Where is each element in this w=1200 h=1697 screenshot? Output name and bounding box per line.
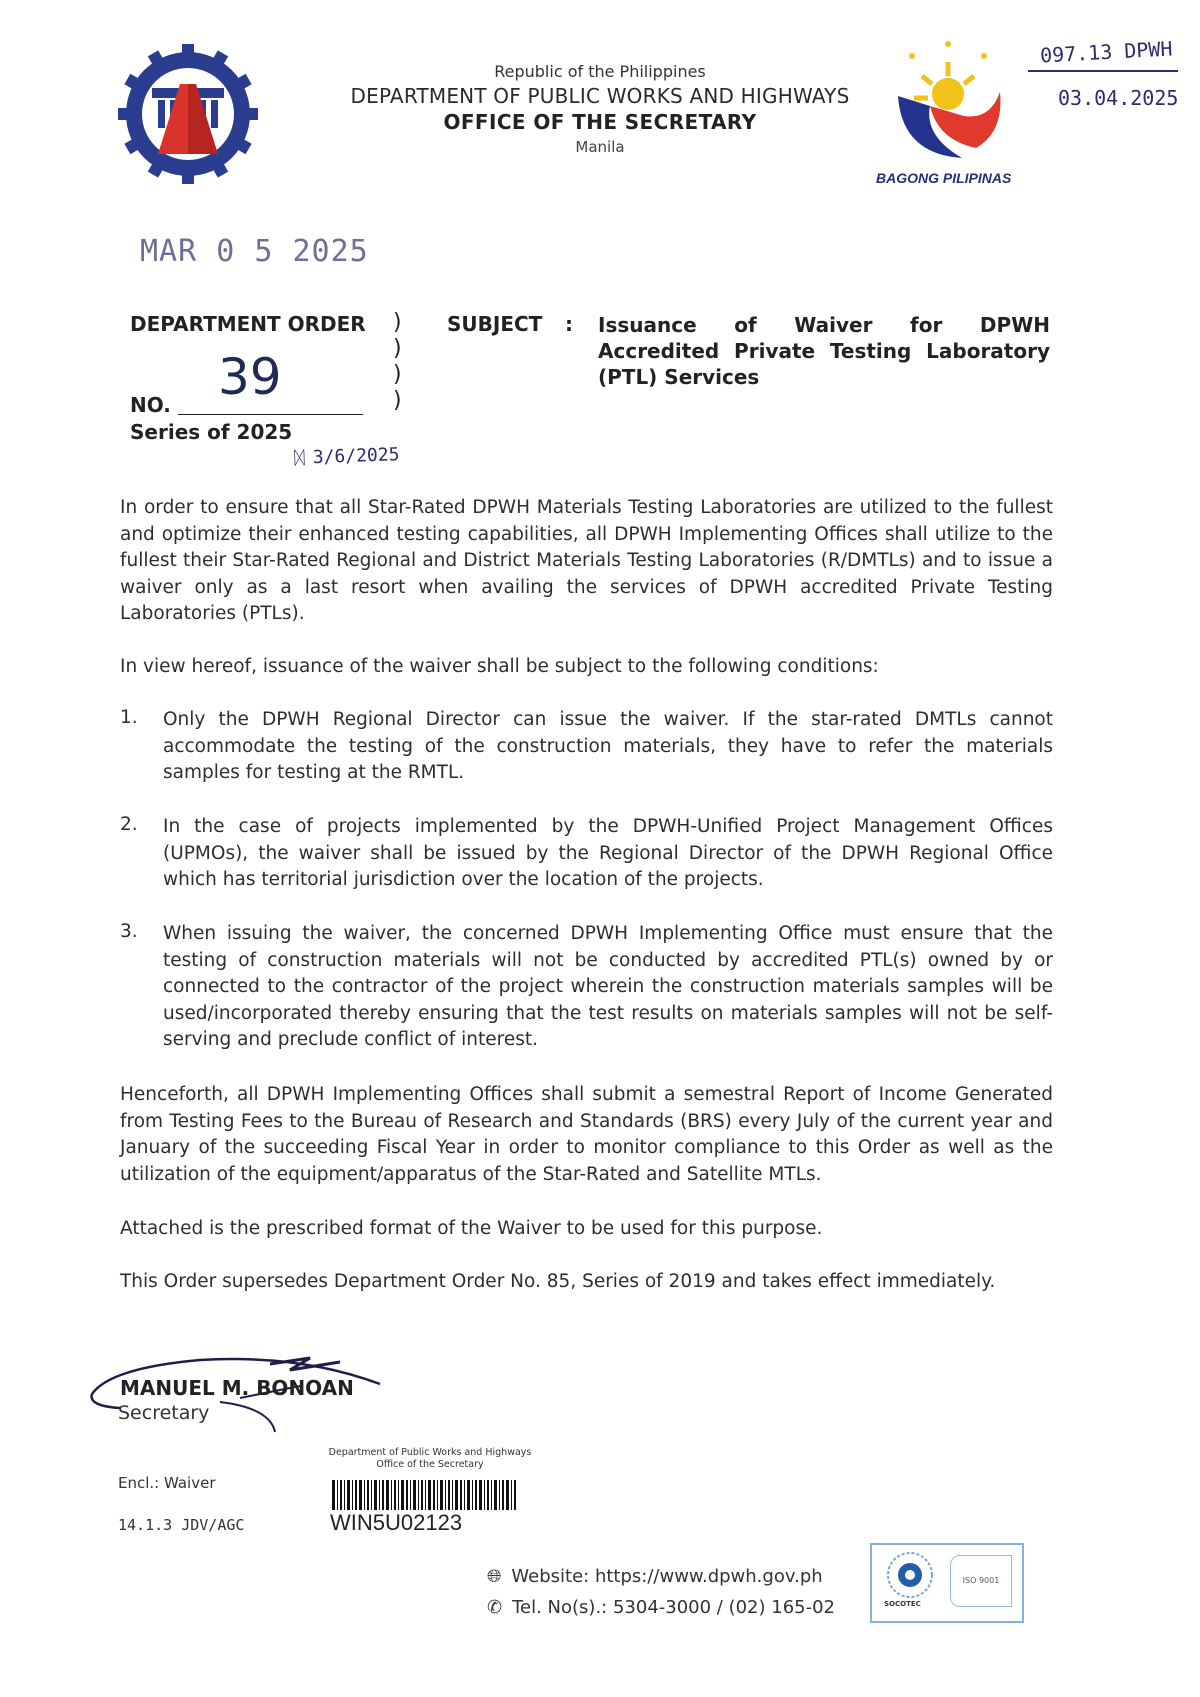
file-code: 14.1.3 JDV/AGC <box>118 1516 245 1534</box>
signatory-name: MANUEL M. BONOAN <box>120 1376 354 1400</box>
initials-mark: ᛞ <box>293 447 306 469</box>
received-date-stamp: MAR 0 5 2025 <box>140 234 369 269</box>
paren-4: ) <box>393 388 402 413</box>
condition-2-text: In the case of projects implemented by the DPWH-Unified Project Management Offices (UPMOs), the waiver shall be issued by the Regional Director of the DPWH Regional Office which has territorial jurisdiction over the location of the projects. <box>163 816 1053 890</box>
subject-label: SUBJECT <box>447 312 543 336</box>
condition-1-text: Only the DPWH Regional Director can issue the waiver. If the star-rated DMTLs cannot accommodate the testing of the construction materials, they have to refer the materials samples for testing at the RMTL. <box>163 709 1053 783</box>
henceforth-paragraph: Henceforth, all DPWH Implementing Offices shall submit a semestral Report of Income Generated from Testing Fees to the Bureau of Research and Standards (BRS) every July of the current year and January of the succeeding Fiscal Year in order to monitor compliance to this Order as well as the utilization of the equipment/apparatus of the Star-Rated and Satellite MTLs. <box>120 1084 1053 1185</box>
office-name: OFFICE OF THE SECRETARY <box>443 110 757 134</box>
iso-certification-badge <box>870 1543 1024 1623</box>
republic-label: Republic of the Philippines <box>494 62 706 81</box>
subject-colon: : <box>565 312 573 336</box>
condition-3-text: When issuing the waiver, the concerned DPWH Implementing Office must ensure that the testing of construction materials will not be conducted by accredited PTL(s) owned by or connected to the contractor of the project wherein the construction materials samples will be used/incorporated thereby ensuring that the test results on materials samples will not be self-serving and preclude conflict of interest. <box>163 923 1053 1050</box>
footer-telephone <box>487 1597 835 1618</box>
paren-1: ) <box>393 310 402 335</box>
order-number-label: NO. <box>130 393 171 417</box>
barcode-org-line2: Office of the Secretary <box>376 1459 484 1470</box>
handwritten-date <box>294 444 400 469</box>
paren-2: ) <box>393 336 402 361</box>
handwritten-reference: 097.13 DPWH <box>1039 36 1173 68</box>
department-name: DEPARTMENT OF PUBLIC WORKS AND HIGHWAYS <box>350 84 850 108</box>
reference-divider <box>1028 70 1178 72</box>
iso-cert-label: ISO 9001 <box>962 1576 1000 1585</box>
subject-text: Issuance of Waiver for DPWH Accredited Private Testing Laboratory (PTL) Services <box>598 313 1050 389</box>
bagong-pilipinas-label: BAGONG PILIPINAS <box>876 170 1012 186</box>
order-number-underline <box>178 414 363 415</box>
order-series: Series of 2025 <box>130 420 293 444</box>
signatory-title: Secretary <box>118 1402 210 1424</box>
telephone-text: Tel. No(s).: 5304-3000 / (02) 165-02 <box>512 1597 836 1618</box>
enclosure-note: Encl.: Waiver <box>118 1474 216 1492</box>
socotec-logo-icon <box>886 1551 934 1599</box>
condition-1-number: 1. <box>120 707 138 728</box>
city-label: Manila <box>575 138 625 156</box>
iso-cert-mark <box>950 1555 1012 1607</box>
certifier-name: SOCOTEC <box>884 1600 921 1608</box>
department-order-label: DEPARTMENT ORDER <box>130 312 366 336</box>
paren-3: ) <box>393 362 402 387</box>
globe-icon: 🌐︎ <box>487 1566 502 1587</box>
phone-icon: ✆ <box>487 1597 503 1618</box>
barcode-org-line1: Department of Public Works and Highways <box>328 1447 532 1458</box>
conditions-intro: In view hereof, issuance of the waiver shall be subject to the following conditions: <box>120 656 879 677</box>
handwritten-reference-date: 03.04.2025 <box>1058 86 1179 110</box>
supersedes-paragraph: This Order supersedes Department Order No. 85, Series of 2019 and takes effect immediately. <box>120 1271 996 1292</box>
handwritten-date-text: 3/6/2025 <box>312 444 400 469</box>
intro-paragraph: In order to ensure that all Star-Rated DPWH Materials Testing Laboratories are utilized to the fullest and optimize their enhanced testing capabilities, all DPWH Implementing Offices shall utilize to the fullest their Star-Rated Regional and District Materials Testing Laboratories (R/DMTLs) and to issue a waiver only as a last resort when availing the services of DPWH accredited Private Testing Laboratories (PTLs). <box>120 497 1053 624</box>
order-number: 39 <box>218 348 282 406</box>
condition-3-number: 3. <box>120 921 138 942</box>
attached-paragraph: Attached is the prescribed format of the Waiver to be used for this purpose. <box>120 1218 823 1239</box>
website-text[interactable]: Website: https://www.dpwh.gov.ph <box>511 1566 823 1587</box>
barcode-graphic <box>332 1480 532 1510</box>
condition-2-number: 2. <box>120 814 138 835</box>
barcode-org <box>310 1447 550 1471</box>
footer-website <box>487 1566 823 1587</box>
bagong-pilipinas-logo <box>884 36 1014 166</box>
barcode-number: WIN5U02123 <box>330 1510 463 1535</box>
